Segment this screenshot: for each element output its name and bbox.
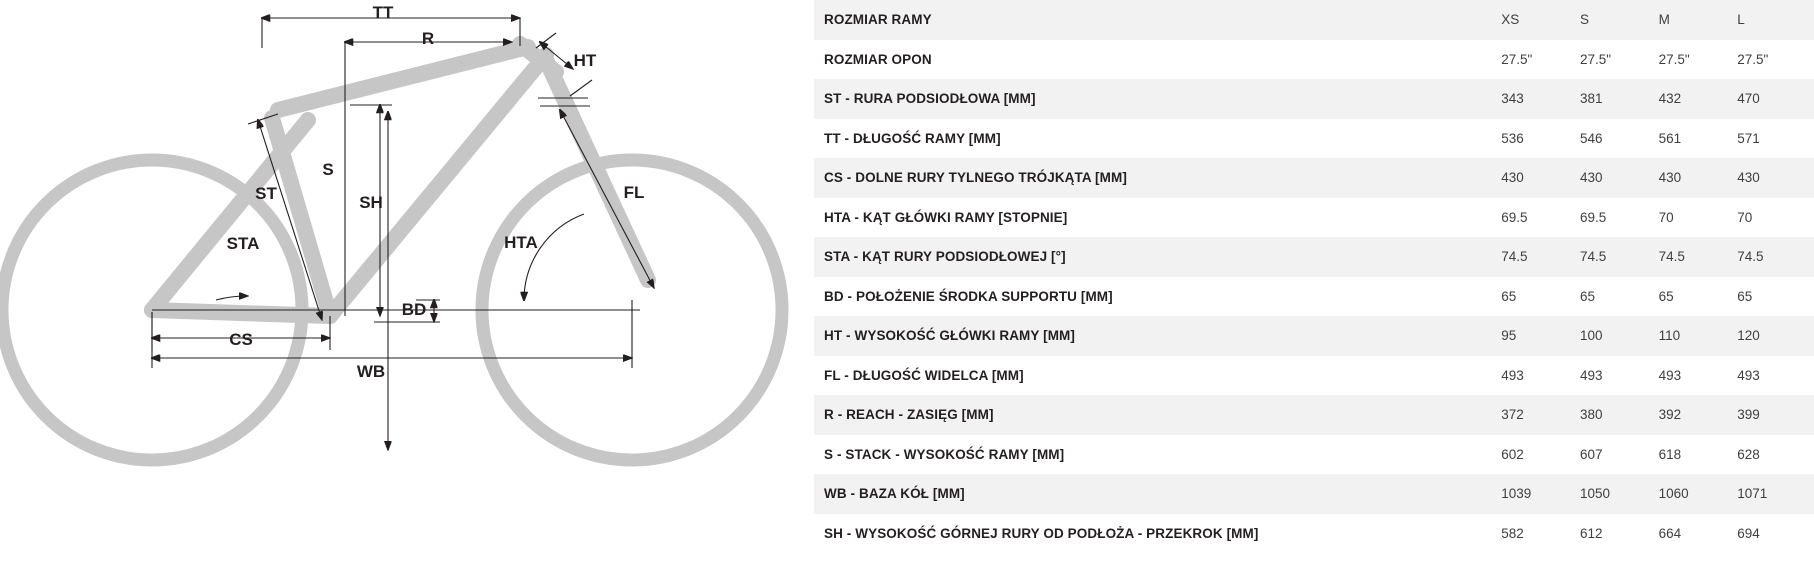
row-label: BD - POŁOŻENIE ŚRODKA SUPPORTU [MM] bbox=[824, 288, 1113, 304]
row-value-m: 70 bbox=[1658, 209, 1674, 225]
top-tube bbox=[278, 47, 528, 110]
table-row bbox=[814, 474, 1814, 514]
table-header-size-m: M bbox=[1658, 12, 1670, 27]
table-header-row bbox=[814, 0, 1814, 40]
row-value-xs: 430 bbox=[1501, 170, 1524, 185]
label-sh: SH bbox=[359, 193, 383, 212]
frame-geometry-diagram bbox=[0, 0, 810, 565]
label-hta: HTA bbox=[504, 233, 538, 252]
row-value-s: 74.5 bbox=[1579, 249, 1607, 264]
row-value-s: 27.5" bbox=[1579, 51, 1612, 67]
table-row bbox=[814, 316, 1814, 356]
row-value-xs: 582 bbox=[1501, 525, 1524, 541]
row-value-m: 65 bbox=[1658, 288, 1674, 304]
label-ht: HT bbox=[573, 51, 597, 70]
row-value-s: 100 bbox=[1579, 328, 1603, 343]
table-row bbox=[814, 237, 1814, 277]
ht-ext-bottom bbox=[570, 80, 592, 96]
row-value-s: 612 bbox=[1579, 525, 1603, 541]
label-tt: TT bbox=[372, 3, 394, 22]
label-st: ST bbox=[255, 184, 277, 203]
table-header-size-s: S bbox=[1579, 12, 1589, 27]
row-value-l: 493 bbox=[1737, 367, 1760, 383]
row-value-s: 380 bbox=[1579, 407, 1603, 422]
table-row bbox=[814, 40, 1814, 80]
row-value-xs: 27.5" bbox=[1501, 51, 1533, 67]
label-bd: BD bbox=[401, 300, 427, 319]
label-s: S bbox=[322, 160, 334, 179]
row-value-m: 432 bbox=[1658, 91, 1682, 106]
row-value-l: 120 bbox=[1737, 328, 1760, 343]
row-value-l: 65 bbox=[1737, 288, 1753, 304]
row-value-l: 694 bbox=[1737, 525, 1760, 541]
row-value-xs: 69.5 bbox=[1501, 209, 1528, 225]
row-value-s: 546 bbox=[1579, 130, 1603, 146]
table-row bbox=[814, 79, 1814, 119]
row-label: TT - DŁUGOŚĆ RAMY [MM] bbox=[824, 130, 1001, 146]
row-label: SH - WYSOKOŚĆ GÓRNEJ RURY OD PODŁOŻA - PRZEKROK [MM] bbox=[824, 525, 1259, 541]
ht-ext-top bbox=[536, 33, 556, 48]
row-value-s: 1050 bbox=[1579, 486, 1610, 501]
row-value-xs: 536 bbox=[1501, 130, 1524, 146]
table-row bbox=[814, 277, 1814, 317]
table-row bbox=[814, 158, 1814, 198]
row-value-xs: 1039 bbox=[1501, 486, 1532, 501]
row-value-xs: 65 bbox=[1501, 288, 1517, 304]
row-label: WB - BAZA KÓŁ [MM] bbox=[824, 486, 965, 501]
row-label: HT - WYSOKOŚĆ GŁÓWKI RAMY [MM] bbox=[824, 328, 1075, 343]
row-value-m: 618 bbox=[1658, 446, 1682, 462]
row-label: ROZMIAR OPON bbox=[824, 51, 932, 67]
row-value-xs: 95 bbox=[1501, 328, 1517, 343]
row-value-l: 27.5" bbox=[1737, 51, 1769, 67]
table-header-size-xs: XS bbox=[1501, 12, 1520, 27]
row-value-s: 381 bbox=[1579, 91, 1603, 106]
geometry-spec-table-pane bbox=[810, 0, 1814, 565]
row-value-s: 493 bbox=[1579, 367, 1603, 383]
row-value-l: 70 bbox=[1737, 209, 1753, 225]
table-row bbox=[814, 435, 1814, 475]
label-fl: FL bbox=[623, 183, 645, 202]
label-r: R bbox=[421, 29, 435, 48]
row-value-l: 470 bbox=[1737, 91, 1760, 106]
row-value-xs: 372 bbox=[1501, 407, 1524, 422]
row-value-l: 571 bbox=[1737, 130, 1760, 146]
row-value-m: 430 bbox=[1658, 170, 1682, 185]
row-value-s: 430 bbox=[1579, 170, 1603, 185]
row-value-m: 561 bbox=[1658, 130, 1682, 146]
table-row bbox=[814, 356, 1814, 396]
row-value-m: 27.5" bbox=[1658, 51, 1690, 67]
bike-silhouette bbox=[2, 44, 782, 460]
row-value-m: 110 bbox=[1658, 328, 1681, 343]
label-sta: STA bbox=[226, 234, 260, 253]
row-value-l: 628 bbox=[1737, 446, 1760, 462]
geometry-spec-table bbox=[814, 0, 1814, 553]
row-label: CS - DOLNE RURY TYLNEGO TRÓJKĄTA [MM] bbox=[824, 170, 1127, 185]
row-value-l: 1071 bbox=[1737, 486, 1768, 501]
row-value-xs: 74.5 bbox=[1501, 249, 1528, 264]
row-value-l: 74.5 bbox=[1737, 249, 1764, 264]
row-label: ST - RURA PODSIODŁOWA [MM] bbox=[824, 91, 1036, 106]
row-value-xs: 343 bbox=[1501, 91, 1524, 106]
table-row bbox=[814, 395, 1814, 435]
table-header-size-l: L bbox=[1737, 12, 1745, 27]
row-value-m: 664 bbox=[1658, 525, 1682, 541]
row-value-l: 399 bbox=[1737, 407, 1760, 422]
row-value-xs: 493 bbox=[1501, 367, 1524, 383]
table-row bbox=[814, 198, 1814, 238]
table-row bbox=[814, 514, 1814, 554]
hta-angle-arc bbox=[524, 214, 584, 300]
row-label: R - REACH - ZASIĘG [MM] bbox=[824, 407, 994, 422]
table-header-label: ROZMIAR RAMY bbox=[824, 12, 932, 27]
row-label: FL - DŁUGOŚĆ WIDELCA [MM] bbox=[824, 367, 1024, 383]
row-value-m: 392 bbox=[1658, 407, 1682, 422]
label-cs: CS bbox=[229, 330, 253, 349]
row-label: STA - KĄT RURY PODSIODŁOWEJ [°] bbox=[824, 249, 1066, 264]
row-label: HTA - KĄT GŁÓWKI RAMY [STOPNIE] bbox=[824, 209, 1068, 225]
row-value-l: 430 bbox=[1737, 170, 1760, 185]
row-label: S - STACK - WYSOKOŚĆ RAMY [MM] bbox=[824, 446, 1065, 462]
row-value-s: 69.5 bbox=[1579, 209, 1607, 225]
sta-angle-arc bbox=[216, 296, 248, 300]
row-value-m: 493 bbox=[1658, 367, 1682, 383]
row-value-m: 1060 bbox=[1658, 486, 1689, 501]
row-value-s: 65 bbox=[1579, 288, 1595, 304]
label-wb: WB bbox=[356, 362, 386, 381]
chainstay bbox=[152, 310, 330, 316]
row-value-s: 607 bbox=[1579, 446, 1603, 462]
row-value-m: 74.5 bbox=[1658, 249, 1685, 264]
table-row bbox=[814, 119, 1814, 159]
row-value-xs: 602 bbox=[1501, 446, 1524, 462]
